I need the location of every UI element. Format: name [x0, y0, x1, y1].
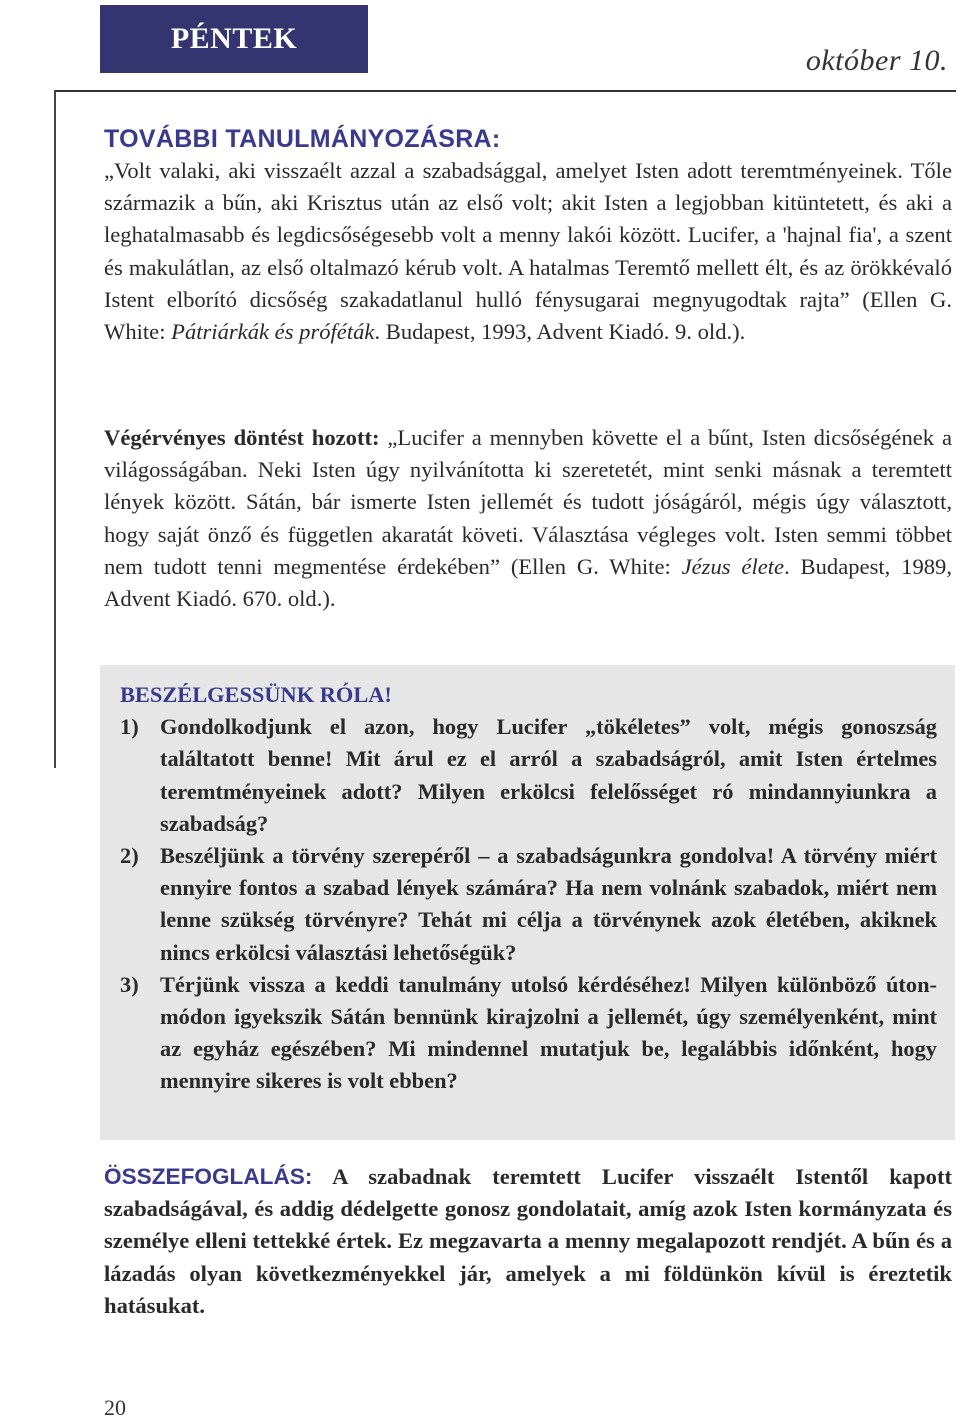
- question-number: 3): [120, 971, 139, 997]
- further-study-citation: . Budapest, 1993, Advent Kiadó. 9. old.).: [374, 319, 746, 345]
- further-study-paragraph: [104, 155, 952, 348]
- further-study-section: [104, 123, 952, 348]
- further-study-book: Pátriárkák és próféták: [171, 319, 375, 345]
- question-text: Beszéljünk a törvény szerepéről – a szabadságunkra gondolva! A törvény miért ennyire fontos a szabad lények számára? Ha nem volnánk szabadok, miért nem lenne szükség törvényre? Tehát mi célja a törvénynek azok életében, akiknek nincs erkölcsi választási lehetőségük?: [160, 843, 937, 965]
- further-study-title: TOVÁBBI TANULMÁNYOZÁSRA:: [104, 125, 501, 153]
- further-study-text: „Volt valaki, aki visszaélt azzal a szabadsággal, amelyet Isten adott teremtményeinek. Tőle származik a bűn, aki Krisztus után az első volt; akit Isten a legjobban kitüntetett, és aki a leghatalmasabb és legdicsőségesebb volt a menny lakói között. Lucifer, a 'hajnal fia', a szent és makulátlan, az első oltalmazó kérub volt. A hatalmas Teremtő mellett élt, és az örökkévaló Istent elborító dicsőség szakadatlanul hulló fénysugarai megnyugodtak rajta” (Ellen G. White:: [104, 158, 952, 345]
- discussion-question: [120, 840, 937, 969]
- decision-paragraph: [104, 422, 952, 615]
- day-title: PÉNTEK: [170, 22, 298, 55]
- side-rule: [54, 90, 56, 768]
- page-number: 20: [104, 1395, 126, 1420]
- summary-section: [104, 1161, 952, 1322]
- discussion-question: [120, 969, 937, 1098]
- decision-book: Jézus élete: [681, 553, 785, 579]
- question-number: 1): [120, 714, 139, 740]
- summary-text: A szabadnak teremtett Lucifer visszaélt Istentől kapott szabadságával, és addig dédelgette gonosz gondolatait, amíg azok Isten kormányzata és személye elleni tettekké értek. Ez megzavarta a menny megalapozott rendjét. A bűn és a lázadás olyan következményekkel jár, amelyek a mi földünkön kívül is éreztetik hatásukat.: [104, 1164, 952, 1318]
- question-text: Gondolkodjunk el azon, hogy Lucifer „tökéletes” volt, mégis gonoszság találtatott benne! Mit árul ez el arról a szabadságról, amit Isten értelmes teremtményeinek adott? Milyen erkölcsi felelősséget ró mindannyiunkra a szabadság?: [160, 714, 937, 836]
- discussion-box: [100, 665, 955, 1140]
- header-rule: [55, 90, 956, 92]
- question-number: 2): [120, 843, 139, 869]
- summary-title: ÖSSZEFOGLALÁS:: [104, 1164, 313, 1189]
- day-title-box: [100, 5, 368, 73]
- discussion-title: BESZÉLGESSÜNK RÓLA!: [120, 682, 392, 707]
- decision-lead: Végérvényes döntést hozott:: [104, 425, 380, 450]
- question-text: Térjünk vissza a keddi tanulmány utolsó kérdéséhez! Milyen különböző úton-módon igyekszik Sátán bennünk kirajzolni a jellemét, úgy személyenként, mint az egyház egészében? Mi mindennel mutatjuk be, legalábbis időnként, hogy mennyire sikeres is volt ebben?: [160, 971, 937, 1094]
- decision-citation: . Budapest, 1989, Advent Kiadó. 670. old.).: [104, 553, 952, 612]
- decision-text: „Lucifer a mennyben követte el a bűnt, Isten dicsőségének a világosságában. Neki Isten úgy nyilvánította ki szeretetét, mint senki másnak a teremtett lények között. Sátán, bár ismerte Isten jellemét és tudott jóságáról, mégis úgy választott, hogy saját önző és független akaratát követi. Választása végleges volt. Isten semmi többet nem tudott tenni megmentése érdekében” (Ellen G. White:: [104, 425, 952, 579]
- date-label: október 10.: [805, 44, 948, 77]
- summary-paragraph: [104, 1161, 952, 1322]
- discussion-content: [120, 679, 937, 1098]
- discussion-question: [120, 711, 937, 840]
- decision-section: [104, 422, 952, 615]
